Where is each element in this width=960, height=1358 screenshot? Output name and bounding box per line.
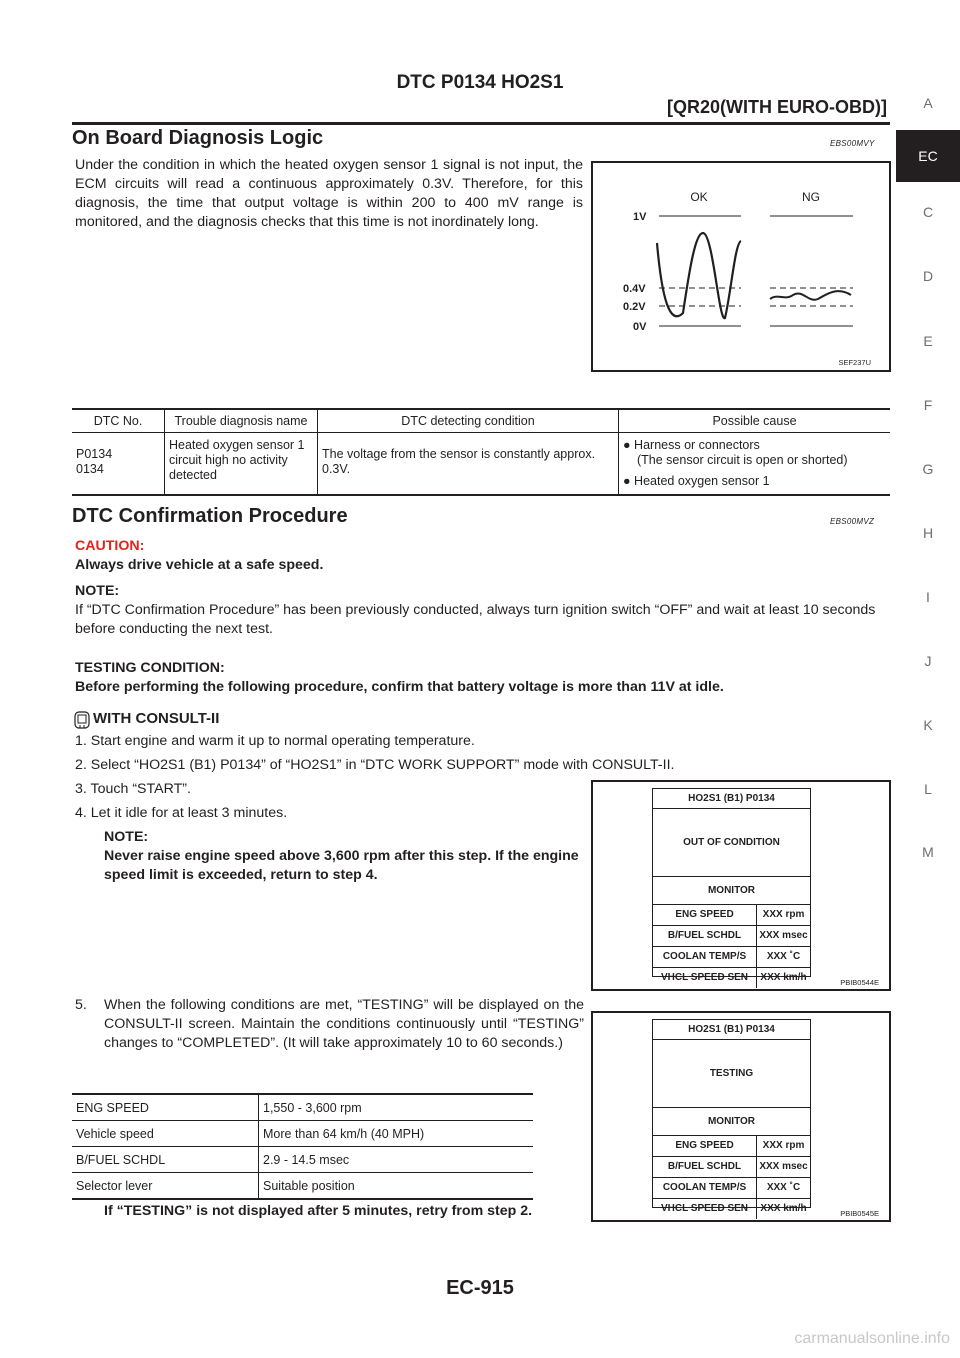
step-2: 2. Select “HO2S1 (B1) P0134” of “HO2S1” in “DTC WORK SUPPORT” mode with CONSULT-II. — [75, 757, 675, 773]
screen-row — [653, 946, 810, 967]
watermark: carmanualsonline.info — [794, 1330, 950, 1347]
consult-title: WITH CONSULT-II — [93, 710, 220, 727]
screen-value: XXX msec — [756, 1157, 810, 1177]
screen-monitor: MONITOR — [653, 1107, 810, 1135]
cause-harness-detail: (The sensor circuit is open or shorted) — [637, 453, 848, 467]
diagnosis-logic-text: Under the condition in which the heated oxygen sensor 1 signal is not input, the ECM circuits will read a continuous approximately 0.3V. Therefore, for this diagnosis, the time that output voltage is within 200 to 400 mV range is monitored, and the diagnosis checks that this time is not inordinately long. — [75, 157, 583, 230]
col-condition: DTC detecting condition — [318, 409, 619, 433]
step-3: 3. Touch “START”. — [75, 781, 191, 797]
screen-value: XXX msec — [756, 926, 810, 946]
screen-param: VHCL SPEED SEN — [660, 1203, 749, 1214]
testing-conditions-table — [72, 1093, 533, 1200]
section-title-confirmation: DTC Confirmation Procedure — [72, 505, 348, 527]
col-dtc-no: DTC No. — [72, 409, 165, 433]
header-rule — [72, 122, 890, 125]
consult-screen — [652, 1019, 811, 1214]
waveform-svg — [593, 163, 889, 370]
screen-value: XXX rpm — [756, 905, 810, 925]
ng-label: NG — [802, 190, 820, 204]
note-label: NOTE: — [75, 583, 120, 599]
screen-value: XXX km/h — [756, 1199, 810, 1219]
step-4: 4. Let it idle for at least 3 minutes. — [75, 805, 288, 821]
label-02v: 0.2V — [623, 301, 646, 313]
table-row — [72, 1121, 533, 1147]
screen-row — [653, 1177, 810, 1198]
col-possible-cause: Possible cause — [619, 409, 891, 433]
table-row — [72, 433, 890, 496]
consult-screen-figure-2 — [591, 1011, 891, 1222]
dtc-no-0134: 0134 — [76, 462, 104, 476]
screen-param: COOLAN TEMP/S — [662, 1182, 747, 1193]
tab-ec[interactable]: EC — [896, 130, 960, 182]
label-04v: 0.4V — [623, 283, 646, 295]
ok-label: OK — [690, 190, 708, 204]
trouble-name-cell: Heated oxygen sensor 1 circuit high no activity detected — [165, 433, 318, 496]
screen-value: XXX ˚C — [756, 947, 810, 967]
screen-row — [653, 1135, 810, 1156]
cond-param: ENG SPEED — [72, 1094, 259, 1121]
tab-i[interactable]: I — [926, 589, 930, 605]
screen-row — [653, 967, 810, 988]
caution-text: Always drive vehicle at a safe speed. — [75, 557, 324, 573]
screen-value: XXX ˚C — [756, 1178, 810, 1198]
section-index-tabs — [896, 82, 960, 864]
caution-label: CAUTION: — [75, 538, 145, 554]
consult-screen-figure-1 — [591, 780, 891, 991]
step-5-number: 5. — [75, 997, 87, 1013]
step-5-text: When the following conditions are met, “TESTING” will be displayed on the CONSULT-II screen. Maintain the conditions continuously until “TESTING” changes to “COMPLETED”. (It will take approximately 10 to 60 seconds.) — [104, 997, 584, 1051]
cause-sensor: Heated oxygen sensor 1 — [634, 474, 770, 488]
retry-text: If “TESTING” is not displayed after 5 minutes, retry from step 2. — [104, 1203, 533, 1219]
label-1v: 1V — [633, 211, 647, 223]
tab-a[interactable]: A — [923, 95, 933, 111]
ng-waveform — [770, 291, 851, 300]
tab-k[interactable]: K — [923, 717, 933, 733]
figure-code: SEF237U — [838, 358, 871, 367]
cause-item — [623, 474, 886, 489]
screen-param: ENG SPEED — [675, 1140, 734, 1151]
step4-note-label: NOTE: — [104, 829, 149, 845]
table-row — [72, 1173, 533, 1200]
cond-param: Selector lever — [72, 1173, 259, 1200]
screen-title: HO2S1 (B1) P0134 — [688, 793, 775, 804]
ok-waveform — [657, 233, 741, 318]
cause-harness: Harness or connectors — [634, 438, 760, 452]
screen-param: COOLAN TEMP/S — [662, 951, 747, 962]
tab-d[interactable]: D — [922, 268, 934, 284]
cause-item — [623, 438, 886, 453]
screen-value: XXX rpm — [756, 1136, 810, 1156]
tab-f[interactable]: F — [923, 397, 933, 413]
screen-row — [653, 1156, 810, 1177]
cond-param: B/FUEL SCHDL — [72, 1147, 259, 1173]
tab-c[interactable]: C — [922, 204, 934, 220]
cond-param: Vehicle speed — [72, 1121, 259, 1147]
voltage-waveform-figure — [591, 161, 891, 372]
tab-e[interactable]: E — [923, 333, 933, 349]
tab-j[interactable]: J — [924, 653, 932, 669]
tab-m[interactable]: M — [922, 844, 934, 860]
table-row — [72, 1094, 533, 1121]
figure-code: PBIB0544E — [840, 978, 879, 987]
consult-icon — [72, 710, 92, 730]
page-number: EC-915 — [446, 1277, 514, 1299]
dtc-no-cell — [72, 433, 165, 496]
screen-status: OUT OF CONDITION — [653, 808, 810, 876]
bullet-icon: ● — [623, 438, 631, 452]
tab-g[interactable]: G — [922, 461, 934, 477]
screen-param: VHCL SPEED SEN — [660, 972, 749, 983]
dtc-no-p0134: P0134 — [76, 447, 113, 461]
dtc-table-header — [72, 409, 890, 433]
section-code: EBS00MVZ — [830, 517, 875, 526]
consult-icon-svg — [72, 710, 92, 730]
engine-subtitle: [QR20(WITH EURO-OBD)] — [667, 97, 887, 117]
screen-row — [653, 925, 810, 946]
cond-value: 1,550 - 3,600 rpm — [259, 1094, 534, 1121]
screen-param: B/FUEL SCHDL — [667, 1161, 742, 1172]
table-row — [72, 1147, 533, 1173]
consult-screen — [652, 788, 811, 983]
cond-value: More than 64 km/h (40 MPH) — [259, 1121, 534, 1147]
screen-row — [653, 904, 810, 925]
step4-note-text: Never raise engine speed above 3,600 rpm after this step. If the engine speed limit is exceeded, return to step 4. — [104, 848, 579, 883]
page-title: DTC P0134 HO2S1 — [396, 72, 564, 93]
bullet-icon: ● — [623, 474, 631, 488]
label-0v: 0V — [633, 321, 647, 333]
testing-condition-label: TESTING CONDITION: — [75, 660, 225, 676]
condition-cell: The voltage from the sensor is constantly approx. 0.3V. — [318, 433, 619, 496]
dtc-table — [72, 408, 890, 496]
cond-value: Suitable position — [259, 1173, 534, 1200]
tab-h[interactable]: H — [922, 525, 934, 541]
section-title-diagnosis-logic: On Board Diagnosis Logic — [72, 127, 324, 149]
section-code: EBS00MVY — [830, 139, 875, 148]
screen-row — [653, 1198, 810, 1219]
screen-monitor: MONITOR — [653, 876, 810, 904]
col-trouble-name: Trouble diagnosis name — [165, 409, 318, 433]
step-1: 1. Start engine and warm it up to normal operating temperature. — [75, 733, 475, 749]
possible-cause-cell — [619, 433, 891, 496]
screen-value: XXX km/h — [756, 968, 810, 988]
figure-code: PBIB0545E — [840, 1209, 879, 1218]
screen-status: TESTING — [653, 1039, 810, 1107]
screen-title: HO2S1 (B1) P0134 — [688, 1024, 775, 1035]
testing-condition-text: Before performing the following procedure, confirm that battery voltage is more than 11V at idle. — [75, 679, 724, 695]
note-text: If “DTC Confirmation Procedure” has been previously conducted, always turn ignition switch “OFF” and wait at least 10 seconds before conducting the next test. — [75, 602, 876, 637]
cond-value: 2.9 - 14.5 msec — [259, 1147, 534, 1173]
tab-l[interactable]: L — [924, 781, 932, 797]
screen-param: ENG SPEED — [675, 909, 734, 920]
screen-param: B/FUEL SCHDL — [667, 930, 742, 941]
